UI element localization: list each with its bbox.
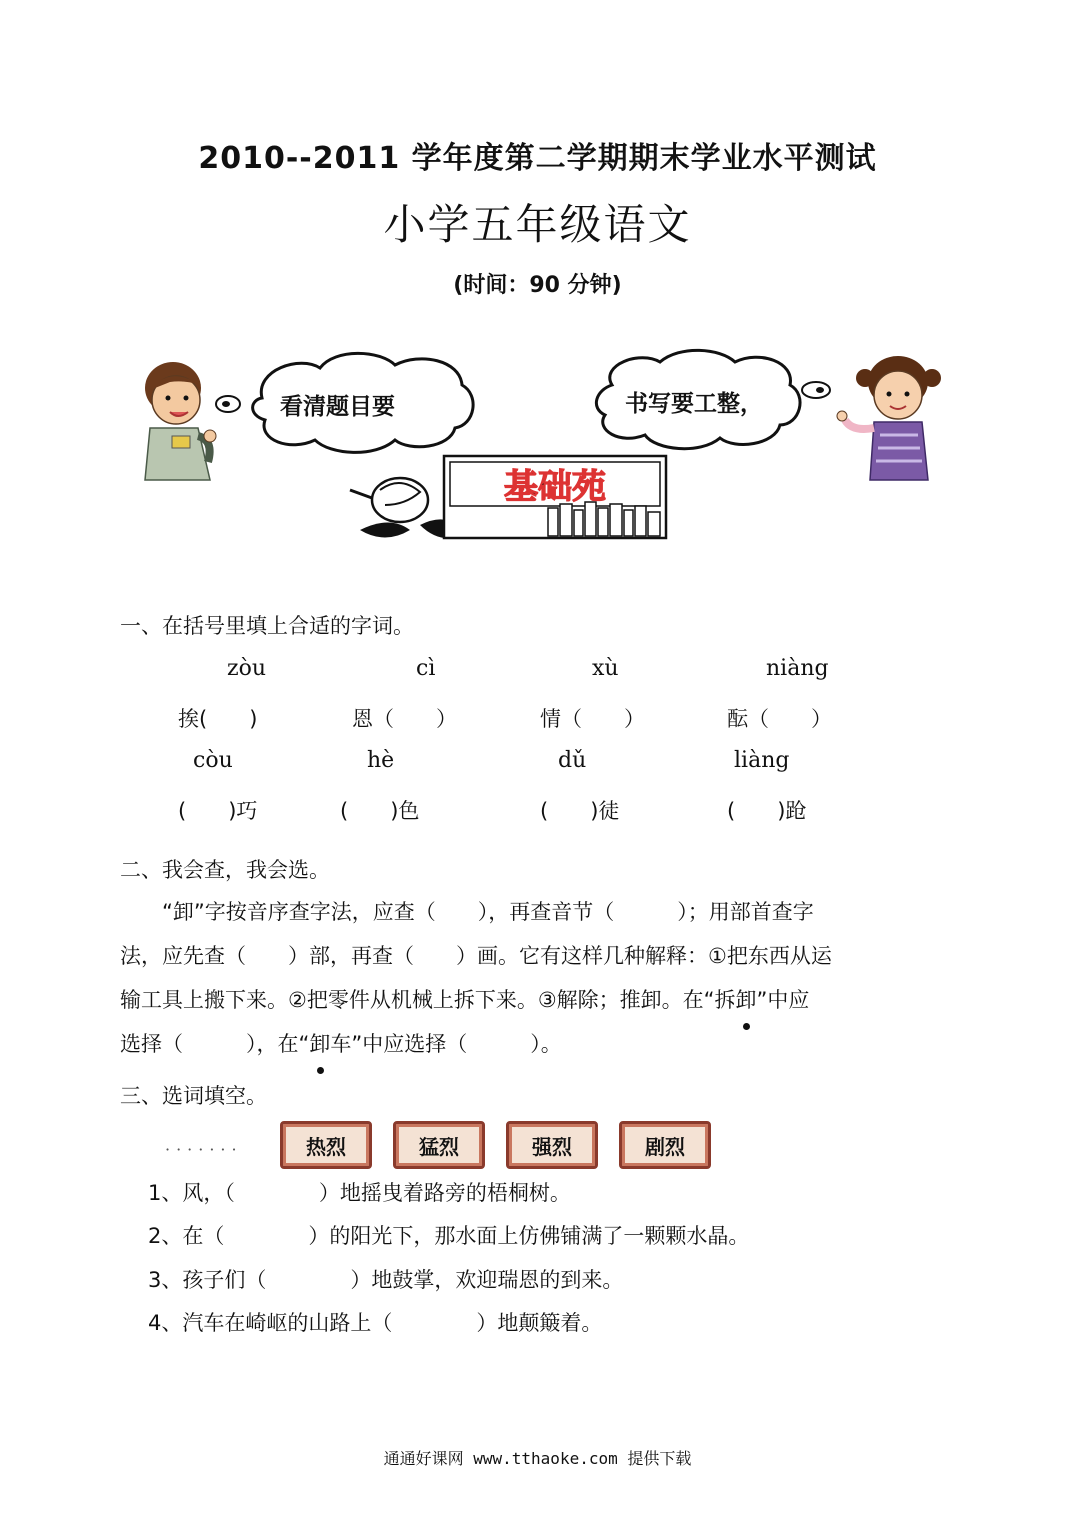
banner-decoration (350, 456, 666, 538)
fill-item-qing: 情（ ） (540, 707, 645, 731)
pinyin-ci: cì (416, 656, 436, 681)
exam-subtitle: 小学五年级语文 (383, 200, 692, 249)
fill-item-qiao: ( )巧 (178, 799, 258, 823)
fill-item-ai: 挨( ) (178, 707, 258, 731)
section2-line3-a: 输工具上搬下来。②把零件从机械上拆下来。③解除；推卸。在“拆 (120, 988, 736, 1012)
fill-item-qiang: ( )跄 (727, 799, 807, 823)
fill-item-se: ( )色 (340, 799, 420, 823)
emphasis-char-xie: 卸 (736, 978, 757, 1022)
section3-item-4: 4、汽车在崎岖的山路上（ ）地颠簸着。 (148, 1311, 603, 1335)
section2-line4-b: 车”中应选择（ ）。 (330, 1032, 562, 1056)
fill-item-en: 恩（ ） (352, 707, 457, 731)
exam-title: 2010--2011 学年度第二学期期末学业水平测试 (198, 141, 877, 176)
fill-item-yun: 酝（ ） (727, 707, 832, 731)
dotted-leader: ······· (165, 1140, 243, 1159)
banner-text: 基础苑 (504, 467, 606, 507)
pinyin-cou: còu (193, 748, 233, 773)
exam-time: (时间：90 分钟) (453, 273, 622, 298)
girl-illustration (837, 356, 941, 480)
section2-line3-b: ”中应 (756, 988, 810, 1012)
section2-line4 (120, 1022, 960, 1066)
word-card-relie: 热烈 (280, 1121, 372, 1169)
fill-item-tu: ( )徒 (540, 799, 620, 823)
section3-heading: 三、选词填空。 (120, 1084, 267, 1108)
section2-line1: “卸”字按音序查字法，应查（ ），再查音节（ ）；用部首查字 (162, 900, 814, 924)
section3-item-2: 2、在（ ）的阳光下，那水面上仿佛铺满了一颗颗水晶。 (148, 1224, 750, 1248)
right-cloud-text: 书写要工整， (625, 391, 763, 417)
pinyin-niang: niàng (766, 656, 829, 681)
footer-credit: 通通好课网 www.tthaoke.com 提供下载 (383, 1449, 692, 1468)
word-card-julie: 剧烈 (619, 1121, 711, 1169)
word-card-menglie: 猛烈 (393, 1121, 485, 1169)
emphasis-char-xie-2: 卸 (309, 1022, 330, 1066)
section2-line2: 法，应先查（ ）部，再查（ ）画。它有这样几种解释：①把东西从运 (120, 944, 832, 968)
pinyin-liang: liàng (734, 748, 790, 773)
section1-heading: 一、在括号里填上合适的字词。 (120, 614, 414, 638)
pinyin-zou: zòu (227, 656, 267, 681)
pinyin-xu: xù (592, 656, 619, 681)
section3-item-1: 1、风，（ ）地摇曳着路旁的梧桐树。 (148, 1181, 571, 1205)
section2-heading: 二、我会查，我会选。 (120, 858, 330, 882)
pinyin-he: hè (367, 748, 395, 773)
pinyin-du: dǔ (558, 748, 587, 773)
header-illustration (0, 340, 1075, 555)
section2-line3 (120, 978, 960, 1022)
word-card-qianglie: 强烈 (506, 1121, 598, 1169)
left-cloud-text: 看清题目要 (280, 394, 395, 420)
section2-line4-a: 选择（ ），在“ (120, 1032, 310, 1056)
section3-item-3: 3、孩子们（ ）地鼓掌，欢迎瑞恩的到来。 (148, 1268, 624, 1292)
section2-paragraph (120, 890, 960, 1066)
boy-illustration (145, 362, 216, 480)
